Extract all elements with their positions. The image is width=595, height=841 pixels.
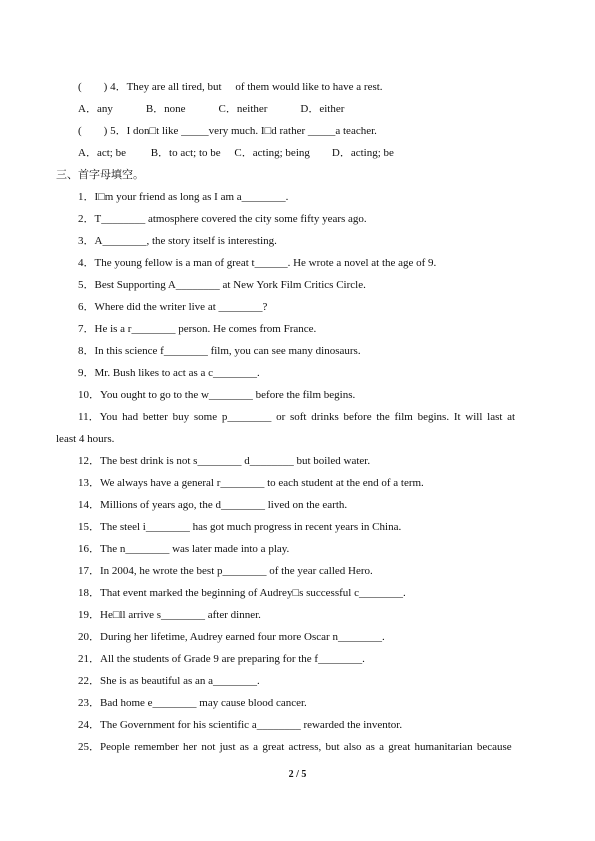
- item-14: 14．Millions of years ago, the d________ lived on the earth.: [78, 499, 348, 511]
- item-18: 18．That event marked the beginning of Audrey□s successful c________.: [78, 587, 406, 599]
- item-16: 16．The n________ was later made into a play.: [78, 543, 290, 555]
- item-22: 22．She is as beautiful as an a________.: [78, 675, 260, 687]
- item-13: 13．We always have a general r________ to each student at the end of a term.: [78, 477, 424, 489]
- question-4-options: A．any B．none C．neither D．either: [78, 103, 345, 115]
- item-10: 10．You ought to go to the w________ before the film begins.: [78, 389, 356, 401]
- item-2: 2．T________ atmosphere covered the city some fifty years ago.: [78, 213, 367, 225]
- item-15: 15．The steel i________ has got much progress in recent years in China.: [78, 521, 402, 533]
- item-24: 24．The Government for his scientific a________ rewarded the inventor.: [78, 719, 403, 731]
- item-20: 20．During her lifetime, Audrey earned four more Oscar n________.: [78, 631, 385, 643]
- question-5-options: A．act; be B．to act; to be C．acting; being D．acting; be: [78, 147, 394, 159]
- item-23: 23．Bad home e________ may cause blood cancer.: [78, 697, 307, 709]
- item-5: 5．Best Supporting A________ at New York Film Critics Circle.: [78, 279, 366, 291]
- item-6: 6．Where did the writer live at ________?: [78, 301, 268, 313]
- item-19: 19．He□ll arrive s________ after dinner.: [78, 609, 261, 621]
- item-4: 4．The young fellow is a man of great t______. He wrote a novel at the age of 9.: [78, 257, 437, 269]
- question-5: ( ) 5．I don□t like _____very much. I□d rather _____a teacher.: [78, 125, 377, 137]
- section-title: 三、首字母填空。: [56, 169, 144, 181]
- item-8: 8．In this science f________ film, you can see many dinosaurs.: [78, 345, 361, 357]
- item-11-cont: least 4 hours.: [56, 433, 115, 445]
- item-9: 9．Mr. Bush likes to act as a c________.: [78, 367, 260, 379]
- item-21: 21．All the students of Grade 9 are preparing for the f________.: [78, 653, 365, 665]
- item-3: 3．A________, the story itself is interesting.: [78, 235, 277, 247]
- item-7: 7．He is a r________ person. He comes from France.: [78, 323, 317, 335]
- item-1: 1．I□m your friend as long as I am a________.: [78, 191, 289, 203]
- item-25: 25．People remember her not just as a great actress, but also as a great humanitarian because: [78, 741, 512, 753]
- question-4: ( ) 4．They are all tired, but of them would like to have a rest.: [78, 81, 383, 93]
- page-number: 2 / 5: [288, 769, 307, 780]
- item-11: 11．You had better buy some p________ or soft drinks before the film begins. It will last at: [78, 411, 516, 423]
- item-12: 12．The best drink is not s________ d________ but boiled water.: [78, 455, 371, 467]
- item-17: 17．In 2004, he wrote the best p________ of the year called Hero.: [78, 565, 373, 577]
